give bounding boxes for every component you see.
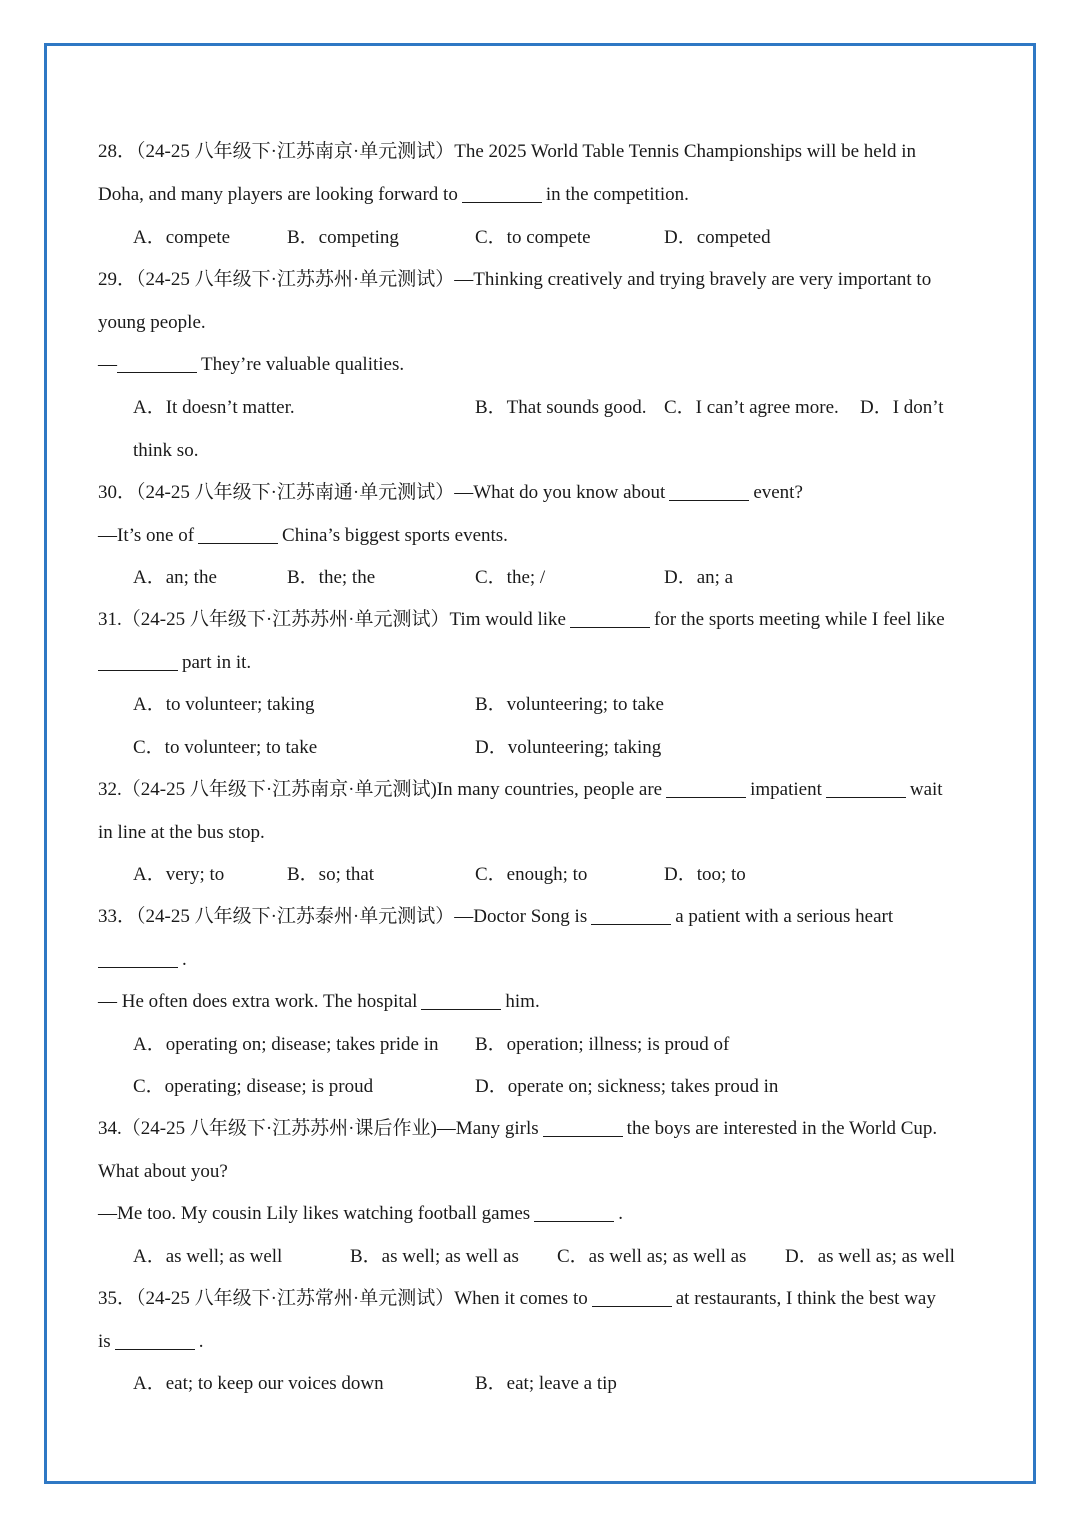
option-b[interactable]: B．volunteering; to take (475, 694, 664, 715)
option-b[interactable]: B．the; the (287, 567, 376, 588)
option-c[interactable]: C．to volunteer; to take (133, 737, 318, 758)
option-b[interactable]: B．as well; as well as (350, 1246, 519, 1267)
answer-blank[interactable] (117, 371, 197, 373)
option-d[interactable]: D．an; a (664, 567, 734, 588)
option-d[interactable]: D．I don’t (860, 397, 944, 418)
option-a[interactable]: A．to volunteer; taking (133, 694, 315, 715)
question-34-stem-cont: What about you? (98, 1161, 228, 1182)
question-33-reply: — He often does extra work. The hospital him. (98, 991, 540, 1012)
option-c[interactable]: C．I can’t agree more. (664, 397, 839, 418)
option-c[interactable]: C．enough; to (475, 864, 588, 885)
question-33-stem-cont: . (98, 948, 187, 972)
question-28-stem-cont: Doha, and many players are looking forward to in the competition. (98, 184, 689, 205)
question-30-stem: 30．（24-25 八年级下·江苏南通·单元测试）—What do you know about event? (98, 482, 803, 503)
option-c[interactable]: C．as well as; as well as (557, 1246, 747, 1267)
option-b[interactable]: B．eat; leave a tip (475, 1373, 617, 1394)
answer-blank[interactable] (666, 796, 746, 798)
option-d[interactable]: D．as well as; as well (785, 1246, 955, 1267)
question-29-stem-cont: young people. (98, 312, 206, 333)
question-35-stem-cont: is . (98, 1331, 204, 1352)
answer-blank[interactable] (591, 923, 671, 925)
option-b[interactable]: B．so; that (287, 864, 375, 885)
option-c[interactable]: C．to compete (475, 227, 591, 248)
option-a[interactable]: A．It doesn’t matter. (133, 397, 295, 418)
option-d[interactable]: D．competed (664, 227, 771, 248)
question-31-stem: 31.（24-25 八年级下·江苏苏州·单元测试）Tim would like for the sports meeting while I feel like (98, 609, 945, 630)
question-32-stem: 32.（24-25 八年级下·江苏南京·单元测试)In many countries, people are impatient wait (98, 779, 943, 800)
option-a[interactable]: A．as well; as well (133, 1246, 283, 1267)
answer-blank[interactable] (115, 1348, 195, 1350)
question-28-stem: 28．（24-25 八年级下·江苏南京·单元测试）The 2025 World Table Tennis Championships will be held in (98, 141, 917, 162)
option-a[interactable]: A．compete (133, 227, 231, 248)
option-a[interactable]: A．very; to (133, 864, 225, 885)
answer-blank[interactable] (421, 1008, 501, 1010)
answer-blank[interactable] (570, 626, 650, 628)
option-c[interactable]: C．the; / (475, 567, 546, 588)
option-d[interactable]: D．operate on; sickness; takes proud in (475, 1076, 779, 1097)
answer-blank[interactable] (826, 796, 906, 798)
answer-blank[interactable] (543, 1135, 623, 1137)
option-d[interactable]: D．volunteering; taking (475, 737, 662, 758)
question-32-stem-cont: in line at the bus stop. (98, 822, 265, 843)
answer-blank[interactable] (98, 966, 178, 968)
option-b[interactable]: B．competing (287, 227, 399, 248)
option-b[interactable]: B．That sounds good. (475, 397, 647, 418)
answer-blank[interactable] (98, 669, 178, 671)
question-31-stem-cont: part in it. (98, 651, 251, 675)
question-33-stem: 33．（24-25 八年级下·江苏泰州·单元测试）—Doctor Song is a patient with a serious heart (98, 906, 894, 927)
answer-blank[interactable] (534, 1220, 614, 1222)
question-30-reply: —It’s one of China’s biggest sports events. (98, 525, 508, 546)
question-35-stem: 35．（24-25 八年级下·江苏常州·单元测试）When it comes to at restaurants, I think the best way (98, 1288, 936, 1309)
option-b[interactable]: B．operation; illness; is proud of (475, 1034, 730, 1055)
option-a[interactable]: A．eat; to keep our voices down (133, 1373, 384, 1394)
answer-blank[interactable] (669, 499, 749, 501)
option-c[interactable]: C．operating; disease; is proud (133, 1076, 374, 1097)
question-29-stem: 29．（24-25 八年级下·江苏苏州·单元测试）—Thinking creatively and trying bravely are very important to (98, 269, 932, 290)
question-29-reply: — They’re valuable qualities. (98, 354, 405, 375)
answer-blank[interactable] (198, 542, 278, 544)
answer-blank[interactable] (592, 1305, 672, 1307)
question-34-stem: 34.（24-25 八年级下·江苏苏州·课后作业)—Many girls the boys are interested in the World Cup. (98, 1118, 938, 1139)
option-a[interactable]: A．operating on; disease; takes pride in (133, 1034, 439, 1055)
option-d[interactable]: D．too; to (664, 864, 746, 885)
question-34-reply: —Me too. My cousin Lily likes watching football games . (98, 1203, 623, 1224)
option-d-cont[interactable]: think so. (133, 440, 199, 461)
answer-blank[interactable] (462, 201, 542, 203)
option-a[interactable]: A．an; the (133, 567, 217, 588)
